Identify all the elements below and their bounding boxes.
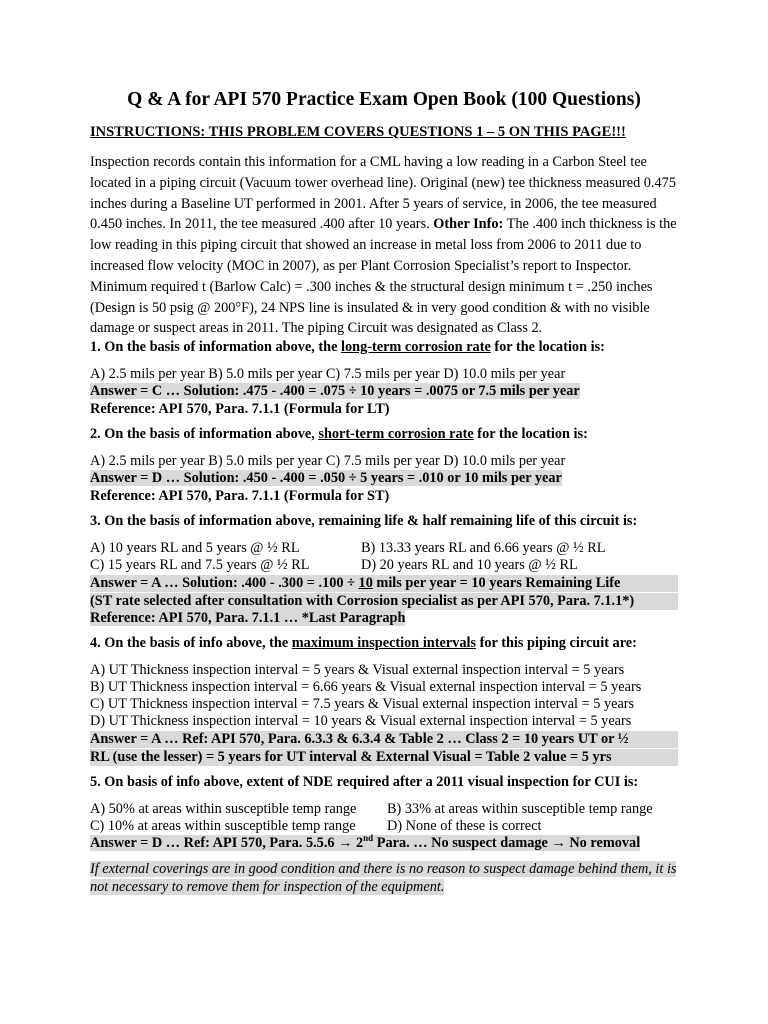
question-5: 5. On basis of info above, extent of NDE required after a 2011 visual inspection for CUI is: [90, 774, 639, 790]
question-2 [90, 426, 588, 443]
question-5-answer-ordinal: 2 [356, 835, 364, 851]
question-4-suffix: for this piping circuit are: [476, 635, 637, 651]
question-3-option-b: B) 13.33 years RL and 6.66 years @ ½ RL [361, 540, 606, 556]
question-4-answer [90, 731, 678, 748]
question-3-answer-suffix: mils per year = 10 years Remaining Life [372, 575, 621, 591]
intro-text-2: The .400 inch thickness is the low reading in this piping circuit that showed an increase in metal loss from 2006 to 2011 due to increased flow velocity (MOC in 2007), as per Plant Corrosion Specialist’s report to Inspector. Minimum required t (Barlow Calc) = .300 inches & the structural design minimum t = .250 inches (Design is 50 psig @ 200°F), 24 NPS line is insulated & in very good condition & with no visible damage or suspect areas in 2011. The piping Circuit was designated as Class 2. [90, 216, 677, 337]
question-3-option-d: D) 20 years RL and 10 years @ ½ RL [361, 557, 578, 573]
page-title: Q & A for API 570 Practice Exam Open Book (100 Questions) [127, 89, 641, 110]
question-3-option-a: A) 10 years RL and 5 years @ ½ RL [90, 540, 300, 556]
question-4-text: 4. On the basis of info above, the [90, 635, 292, 651]
question-2-underlined: short-term corrosion rate [318, 426, 474, 442]
question-1-answer [90, 383, 580, 400]
question-1-reference: Reference: API 570, Para. 7.1.1 (Formula for LT) [90, 401, 390, 417]
question-5-answer-mid: Para. … No suspect damage [373, 835, 552, 851]
question-5-option-b: B) 33% at areas within susceptible temp range [387, 801, 653, 817]
question-4-answer-text: Answer = A … Ref: API 570, Para. 6.3.3 & 6.3.4 & Table 2 … Class 2 = 10 years UT or ½ [90, 731, 678, 748]
question-4-answer-text-2: RL (use the lesser) = 5 years for UT interval & External Visual = Table 2 value = 5 yrs [90, 749, 678, 766]
question-3-option-c: C) 15 years RL and 7.5 years @ ½ RL [90, 557, 310, 573]
question-4-option-a: A) UT Thickness inspection interval = 5 years & Visual external inspection interval = 5 years [90, 662, 625, 678]
question-4-underlined: maximum inspection intervals [291, 635, 477, 651]
question-5-option-d: D) None of these is correct [387, 818, 542, 834]
question-4 [90, 635, 637, 652]
question-3-answer-underlined: 10 [358, 575, 373, 591]
intro-other-info-label: Other Info: [433, 216, 504, 233]
question-3-reference [90, 610, 405, 627]
question-2-text: 2. On the basis of information above, [90, 426, 319, 442]
arrow-right-icon: → [551, 835, 566, 851]
question-3-answer-note-text: (ST rate selected after consultation with Corrosion specialist as per API 570, Para. 7.1.1*) [90, 593, 678, 610]
question-3-answer [90, 575, 678, 592]
question-3-answer-note [90, 593, 678, 610]
question-1-suffix: for the location is: [490, 339, 605, 355]
instructions-heading: INSTRUCTIONS: THIS PROBLEM COVERS QUESTIONS 1 – 5 ON THIS PAGE!!! [90, 124, 626, 140]
question-5-answer-end: No removal [565, 835, 641, 851]
question-5-note [90, 860, 680, 896]
question-2-answer-text: Answer = D … Solution: .450 - .400 = .050 ÷ 5 years = .010 or 10 mils per year [90, 470, 562, 486]
question-3: 3. On the basis of information above, remaining life & half remaining life of this circuit is: [90, 513, 638, 529]
question-1-underlined: long-term corrosion rate [341, 339, 491, 355]
question-2-suffix: for the location is: [473, 426, 588, 442]
question-5-answer-ordinal-suffix: nd [363, 833, 374, 844]
question-5-answer [90, 835, 640, 852]
question-2-answer [90, 470, 562, 487]
question-3-answer-text: Answer = A … Solution: .400 - .300 = .100 ÷ [90, 575, 359, 591]
intro-paragraph [90, 152, 690, 339]
question-1 [90, 339, 605, 356]
question-4-option-d: D) UT Thickness inspection interval = 10 years & Visual external inspection interval = 5 years [90, 713, 632, 729]
question-1-options: A) 2.5 mils per year B) 5.0 mils per year C) 7.5 mils per year D) 10.0 mils per year [90, 366, 566, 382]
question-5-option-a: A) 50% at areas within susceptible temp range [90, 801, 357, 817]
question-1-text: 1. On the basis of information above, the [90, 339, 341, 355]
question-5-answer-text: Answer = D … Ref: API 570, Para. 5.5.6 [90, 835, 339, 851]
question-4-option-b: B) UT Thickness inspection interval = 6.66 years & Visual external inspection interval = 5 years [90, 679, 642, 695]
question-5-note-text: If external coverings are in good condition and there is no reason to suspect damage behind them, it is not necessary to remove them for inspection of the equipment. [90, 861, 677, 895]
question-5-option-c: C) 10% at areas within susceptible temp range [90, 818, 356, 834]
question-2-options: A) 2.5 mils per year B) 5.0 mils per year C) 7.5 mils per year D) 10.0 mils per year [90, 453, 566, 469]
question-4-option-c: C) UT Thickness inspection interval = 7.5 years & Visual external inspection interval = 5 years [90, 696, 635, 712]
question-1-answer-text: Answer = C … Solution: .475 - .400 = .075 ÷ 10 years = .0075 or 7.5 mils per year [90, 383, 580, 399]
question-2-reference: Reference: API 570, Para. 7.1.1 (Formula for ST) [90, 488, 390, 504]
question-3-reference-text: Reference: API 570, Para. 7.1.1 … *Last Paragraph [90, 610, 406, 626]
intro-text-1: Inspection records contain this information for a CML having a low reading in a Carbon Steel tee located in a piping circuit (Vacuum tower overhead line). Original (new) tee thickness measured 0.475 inches during a Baseline UT performed in 2001. After 5 years of service, in 2006, the tee measured 0.450 inches. In 2011, the tee measured .400 after 10 years. [90, 154, 676, 233]
arrow-right-icon: → [338, 835, 353, 851]
question-4-answer-line-2 [90, 749, 678, 766]
